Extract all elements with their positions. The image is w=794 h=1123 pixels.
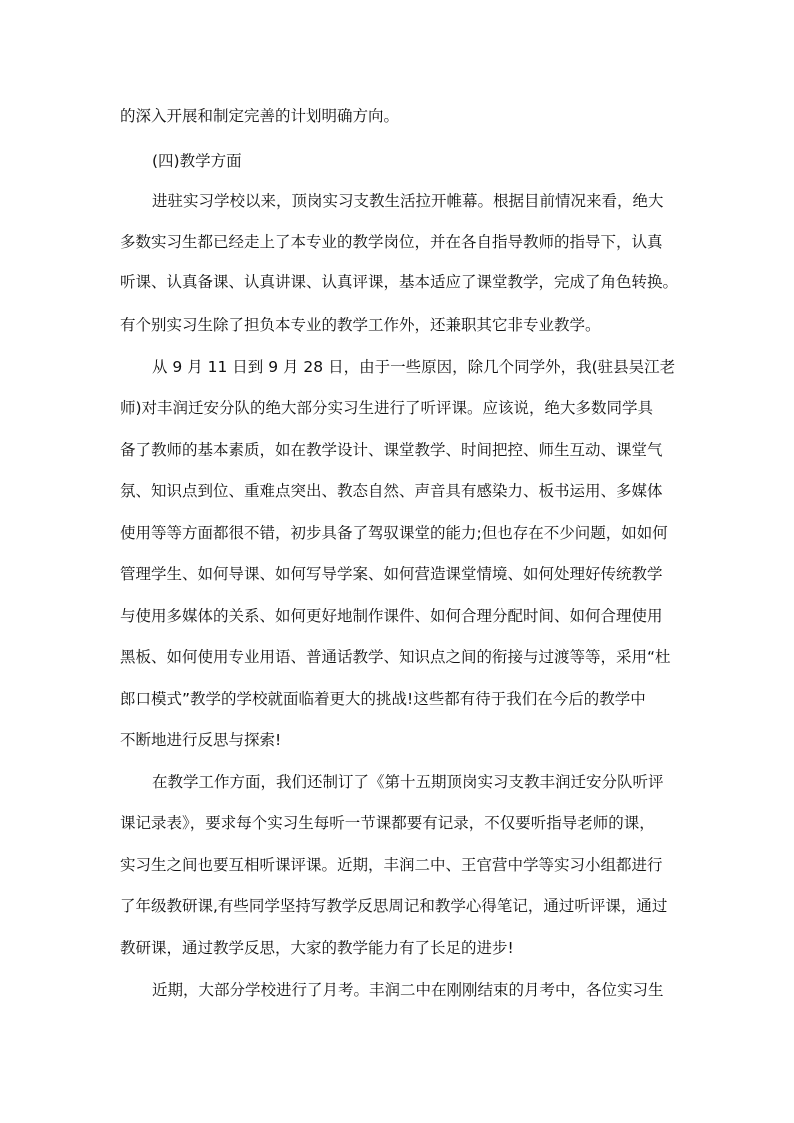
text-line: 有个别实习生除了担负本专业的教学工作外，还兼职其它非专业教学。 [120,316,601,334]
text-line: 备了教师的基本素质，如在教学设计、课堂教学、时间把控、师生互动、课堂气 [120,441,663,459]
text-line: 进驻实习学校以来，顶岗实习支教生活拉开帷幕。根据目前情况来看，绝大 [152,192,664,210]
text-line: 使用等等方面都很不错，初步具备了驾驭课堂的能力;但也存在不少问题，如如何 [120,524,668,542]
text-line: 与使用多媒体的关系、如何更好地制作课件、如何合理分配时间、如何合理使用 [120,607,663,625]
text-line: 课记录表》，要求每个实习生每听一节课都要有记录，不仅要听指导老师的课， [120,814,655,832]
text-line: 师)对丰润迁安分队的绝大部分实习生进行了听评课。应该说，绝大多数同学具 [120,399,654,417]
text-line: 郎口模式”教学的学校就面临着更大的挑战!这些都有待于我们在今后的教学中 [120,690,646,708]
text-line: 氛、知识点到位、重难点突出、教态自然、声音具有感染力、板书运用、多媒体 [120,482,663,500]
text-line: 了年级教研课,有些同学坚持写教学反思周记和教学心得笔记，通过听评课，通过 [120,897,668,915]
text-line: 从 9 月 11 日到 9 月 28 日，由于一些原因，除几个同学外，我(驻县吴江老 [152,358,676,376]
text-line: 实习生之间也要互相听课评课。近期，丰润二中、王官营中学等实习小组都进行 [120,856,663,874]
text-line: 黑板、如何使用专业用语、普通话教学、知识点之间的衔接与过渡等等，采用“杜 [120,648,671,666]
text-line: 近期，大部分学校进行了月考。丰润二中在刚刚结束的月考中，各位实习生 [152,981,664,999]
text-line: 教研课，通过教学反思，大家的教学能力有了长足的进步! [120,939,514,957]
text-line: 的深入开展和制定完善的计划明确方向。 [120,107,400,125]
text-line: 不断地进行反思与探索! [120,731,282,749]
text-line: 管理学生、如何导课、如何写导学案、如何营造课堂情境、如何处理好传统教学 [120,565,663,583]
text-line: 在教学工作方面，我们还制订了《第十五期顶岗实习支教丰润迁安分队听评 [152,773,664,791]
section-heading: (四)教学方面 [152,152,242,170]
text-line: 听课、认真备课、认真讲课、认真评课，基本适应了课堂教学，完成了角色转换。 [120,273,679,291]
text-line: 多数实习生都已经走上了本专业的教学岗位，并在各自指导教师的指导下，认真 [120,233,663,251]
